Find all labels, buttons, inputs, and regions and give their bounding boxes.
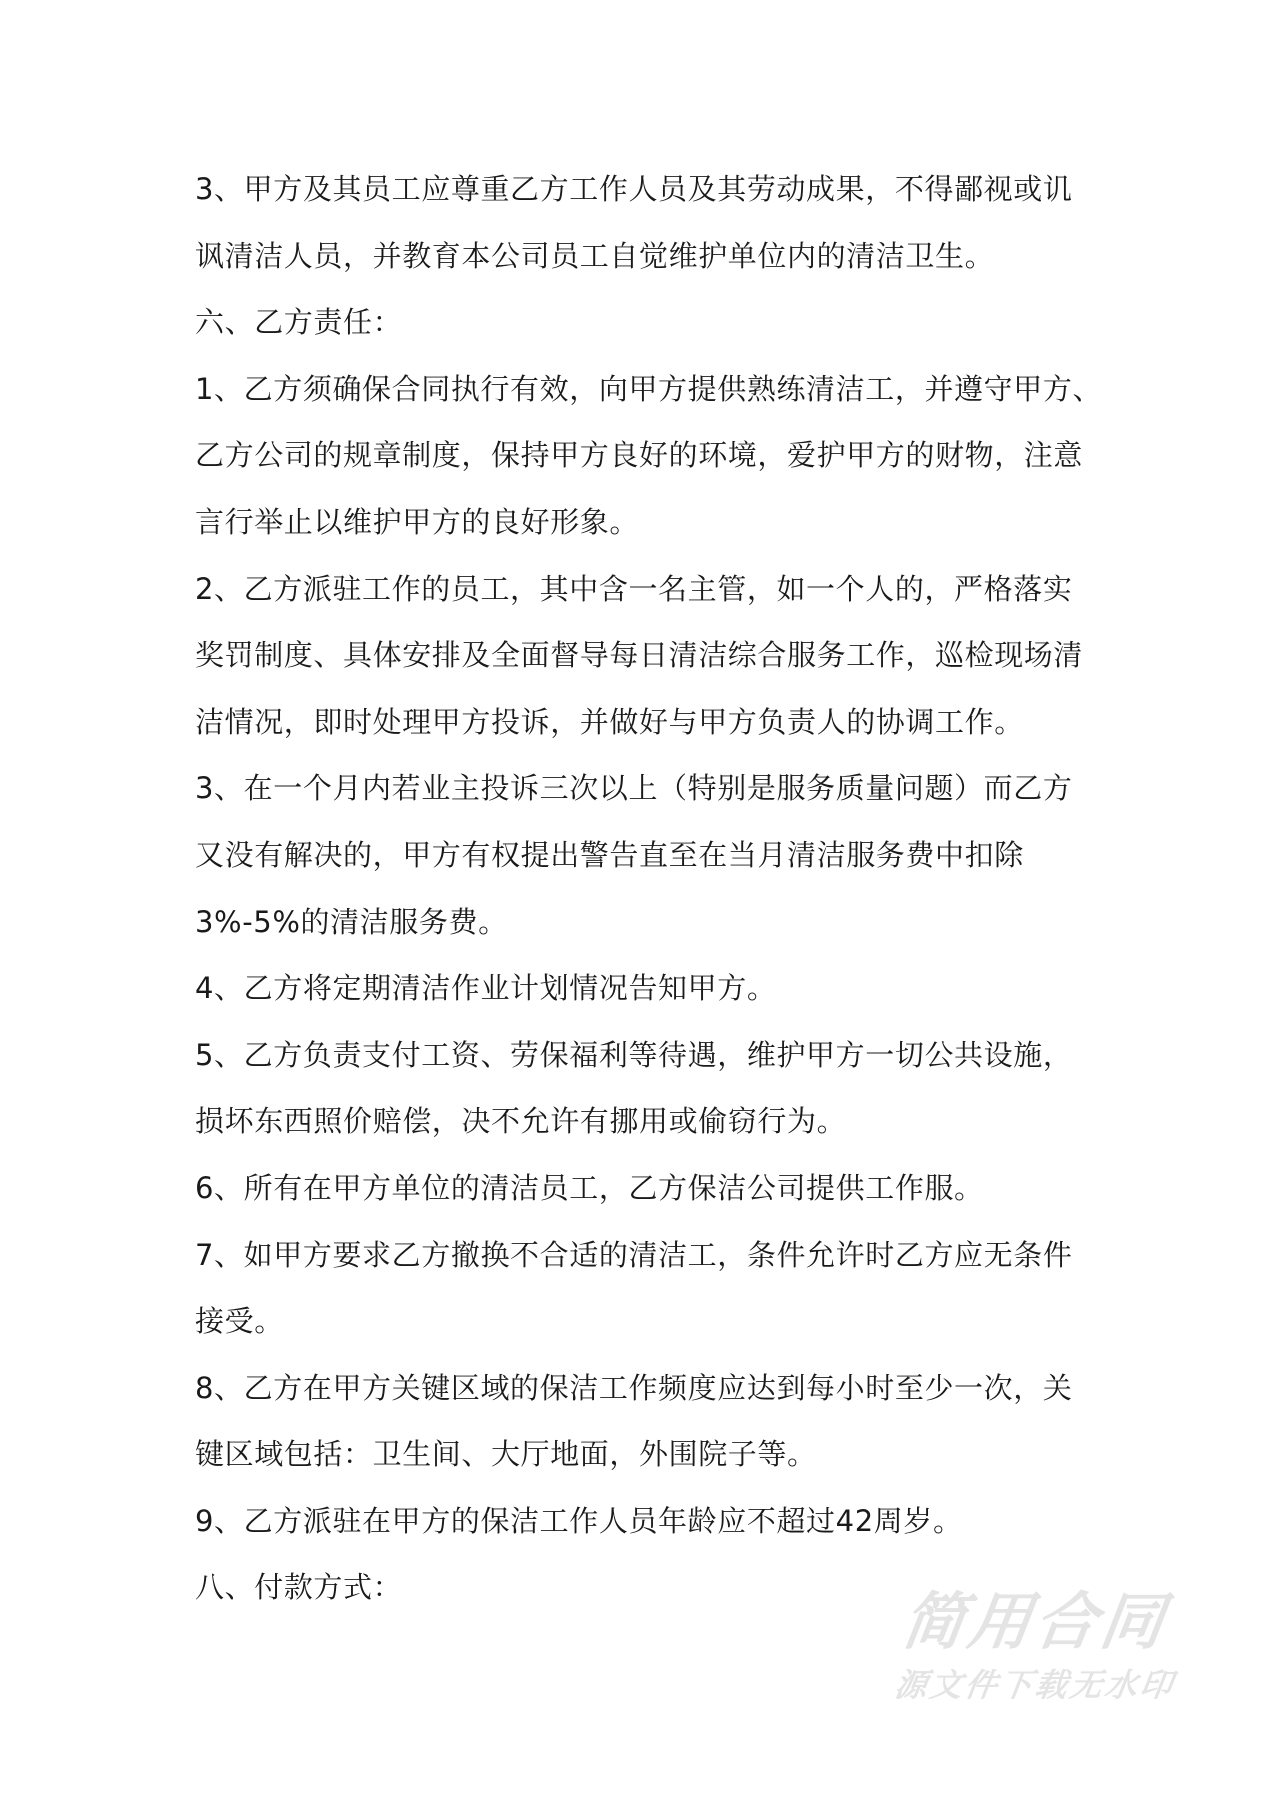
section-heading-party-b-responsibilities: 六、乙方责任： xyxy=(195,305,403,340)
text-line-b-clause-5: 5、乙方负责支付工资、劳保福利等待遇，维护甲方一切公共设施， xyxy=(195,1037,1073,1072)
text-line-b-clause-1-continued-a: 乙方公司的规章制度，保持甲方良好的环境，爱护甲方的财物，注意 xyxy=(195,438,1084,473)
watermark-title: 简用合同 xyxy=(897,1585,1173,1658)
text-line-b-clause-7-continued: 接受。 xyxy=(195,1304,284,1339)
contract-text-body xyxy=(195,156,1103,1621)
text-line-b-clause-2: 2、乙方派驻工作的员工，其中含一名主管，如一个人的，严格落实 xyxy=(195,571,1073,606)
text-line-b-clause-1-continued-b: 言行举止以维护甲方的良好形象。 xyxy=(195,504,640,539)
text-line-b-clause-5-continued: 损坏东西照价赔偿，决不允许有挪用或偷窃行为。 xyxy=(195,1104,847,1139)
text-line-b-clause-8-continued: 键区域包括：卫生间、大厅地面，外围院子等。 xyxy=(195,1437,817,1472)
text-line-b-clause-3-continued-a: 又没有解决的，甲方有权提出警告直至在当月清洁服务费中扣除 xyxy=(195,837,1024,872)
text-line-b-clause-9: 9、乙方派驻在甲方的保洁工作人员年龄应不超过42周岁。 xyxy=(195,1503,963,1538)
text-line-b-clause-2-continued-a: 奖罚制度、具体安排及全面督导每日清洁综合服务工作，巡检现场清 xyxy=(195,638,1084,673)
text-line-b-clause-8: 8、乙方在甲方关键区域的保洁工作频度应达到每小时至少一次，关 xyxy=(195,1370,1073,1405)
text-line-b-clause-6: 6、所有在甲方单位的清洁员工，乙方保洁公司提供工作服。 xyxy=(195,1170,984,1205)
text-line-b-clause-1: 1、乙方须确保合同执行有效，向甲方提供熟练清洁工，并遵守甲方、 xyxy=(195,371,1103,406)
text-line-b-clause-7: 7、如甲方要求乙方撤换不合适的清洁工，条件允许时乙方应无条件 xyxy=(195,1237,1073,1272)
text-line-clause-3-party-a-respect: 3、甲方及其员工应尊重乙方工作人员及其劳动成果，不得鄙视或讥 xyxy=(195,172,1073,206)
text-line-b-clause-4: 4、乙方将定期清洁作业计划情况告知甲方。 xyxy=(195,971,777,1006)
watermark-subtitle: 源文件下载无水印 xyxy=(892,1666,1178,1704)
text-line-b-clause-3-continued-b: 3%-5%的清洁服务费。 xyxy=(195,904,508,939)
text-line-b-clause-2-continued-b: 洁情况，即时处理甲方投诉，并做好与甲方负责人的协调工作。 xyxy=(195,704,1024,739)
text-line-clause-3-continued: 讽清洁人员，并教育本公司员工自觉维护单位内的清洁卫生。 xyxy=(195,238,995,273)
text-line-b-clause-3: 3、在一个月内若业主投诉三次以上（特别是服务质量问题）而乙方 xyxy=(195,771,1073,806)
section-heading-payment-method: 八、付款方式： xyxy=(195,1570,403,1605)
